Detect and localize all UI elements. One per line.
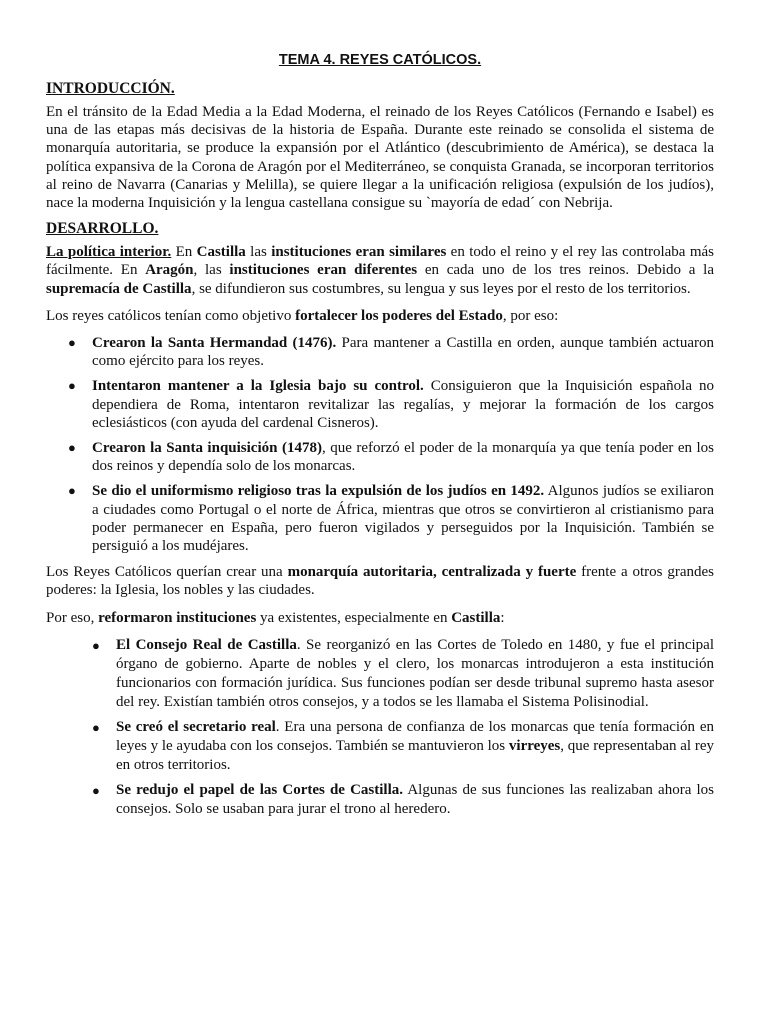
text-run: , que reforzó el poder de la monarquía ya que tenía poder en los dos reinos y dependía solo de los monarcas. [92,440,714,475]
text-run: Algunos judíos se exiliaron a ciudades como Portugal o el norte de África, mientras que otros se convirtieron al cristianismo para poder permanecer en España, pero fueron vigilados y perseguidos por la Inquisición. También se persiguió a los mudéjares. [92,483,714,555]
bold-run: El Consejo Real de Castilla [116,636,297,653]
text-run: las [245,244,272,261]
objetivos-list [68,334,714,555]
politica-interior-lead: La política interior. [46,244,172,261]
bold-run: Castilla [196,244,246,261]
bullet-icon: ● [68,440,76,456]
bold-run: reformaron instituciones [98,609,257,626]
politica-interior-paragraph [46,243,714,298]
text-run: Algunas de sus funciones las realizaban ahora los consejos. Solo se usaban para jurar el trono al heredero. [116,781,714,817]
list-item [92,718,714,775]
text-run: en todo el reino y el rey las controlaba más fácilmente. En [46,244,714,279]
text-run: , por eso: [502,307,559,324]
bold-run: supremacía de Castilla [46,280,192,297]
bullet-icon: ● [68,378,76,394]
bold-run: Castilla [451,609,501,626]
bold-run: Crearon la Santa Hermandad (1476). [92,335,337,352]
bullet-icon: ● [68,483,76,499]
text-run: Consiguieron que la Inquisición española no dependiera de Roma, intentaron revitalizar las regalías, y mejorar la formación de los cargos eclesiásticos (con ayuda del cardenal Cisneros). [92,378,714,431]
bullet-icon: ● [92,782,100,798]
list-item [68,377,714,432]
list-item [68,482,714,555]
text-run: : [500,609,505,626]
bold-run: virreyes [508,737,561,754]
monarquia-paragraph [46,563,714,599]
text-run: . Se reorganizó en las Cortes de Toledo en 1480, y fue el principal órgano de gobierno. Aparte de nobles y el clero, los monarcas introdujeron a esta institución funcionarios con formación jurídica. Sus funciones podían ser desde tribunal supremo hasta asesor del rey. Existían también otros consejos, y a todos se les llamaba el Sistema Polisinodial. [116,636,714,710]
text-run: Para mantener a Castilla en orden, aunque también actuaron como ejército para los reyes. [92,335,714,370]
bold-run: instituciones eran diferentes [229,262,418,279]
bold-run: Aragón [145,262,194,279]
bold-run: instituciones eran similares [271,244,447,261]
bullet-icon: ● [92,637,100,653]
text-run: Los Reyes Católicos querían crear una [46,564,288,581]
bold-run: Se redujo el papel de las Cortes de Castilla. [116,781,404,798]
objetivo-paragraph [46,307,714,325]
intro-paragraph: En el tránsito de la Edad Media a la Edad Moderna, el reinado de los Reyes Católicos (Fernando e Isabel) es una de las etapas más decisivas de la historia de España. Durante este reinado se consolida el sistema de monarquía autoritaria, se produce la expansión por el Atlántico (descubrimiento de América), se destaca la política expansiva de la Corona de Aragón por el Mediterráneo, se conquista Granada, se incorporan territorios al reino de Navarra (Canarias y Melilla), se quiere llegar a la unificación religiosa (expulsión de los judíos), nace la moderna Inquisición y la lengua castellana consigue su `mayoría de edad´ con Nebrija. [46,104,714,212]
text-run: en cada uno de los tres reinos. Debido a la [417,262,714,279]
bullet-icon: ● [68,335,76,351]
text-run: Por eso, [46,609,99,626]
text-run: ya existentes, especialmente en [256,609,452,626]
list-item [92,781,714,819]
bold-run: Crearon la Santa inquisición (1478) [92,440,322,457]
reformas-paragraph [46,609,714,627]
bullet-icon: ● [92,719,100,735]
text-run: En [171,244,197,261]
text-run: . Era una persona de confianza de los monarcas que tenía formación en leyes y le ayudaba con los consejos. También se mantuvieron los [116,718,714,754]
instituciones-list [92,636,714,819]
document-page [46,52,714,825]
bold-run: monarquía autoritaria, centralizada y fuerte [287,564,577,581]
bold-run: Intentaron mantener a la Iglesia bajo su control. [92,378,424,395]
desarrollo-heading: DESARROLLO. [46,220,159,238]
text-run: Los reyes católicos tenían como objetivo [46,307,296,324]
bold-run: Se dio el uniformismo religioso tras la expulsión de los judíos en 1492. [92,483,545,500]
intro-heading: INTRODUCCIÓN. [46,80,175,97]
page-title: TEMA 4. REYES CATÓLICOS. [278,52,482,68]
text-run: frente a otros grandes poderes: la Iglesia, los nobles y las ciudades. [46,564,714,599]
text-run: , se difundieron sus costumbres, su lengua y sus leyes por el resto de los territorios. [191,280,691,297]
list-item [68,334,714,370]
bold-run: Se creó el secretario real [116,718,276,735]
list-item [68,439,714,475]
list-item [92,636,714,712]
text-run: , las [193,262,230,279]
bold-run: fortalecer los poderes del Estado [295,307,503,324]
text-run: , que representaban al rey en otros territorios. [116,737,715,773]
